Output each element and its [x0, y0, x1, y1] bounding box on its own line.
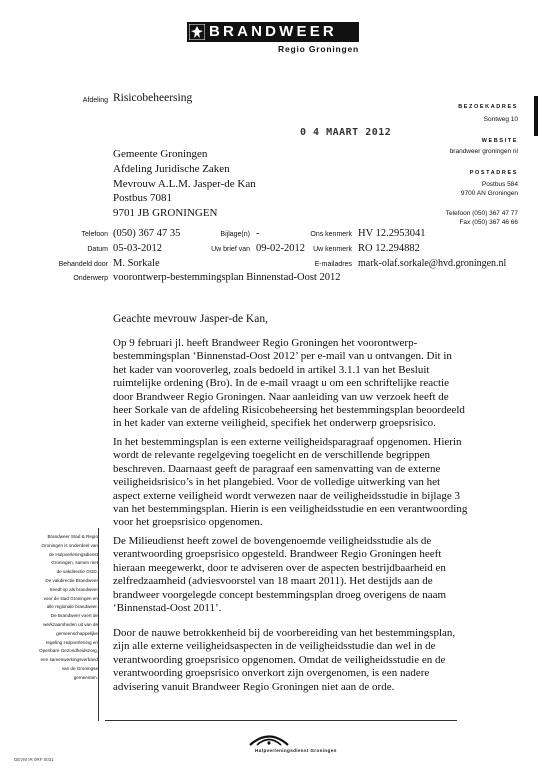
- postadres-caption: POSTADRES: [469, 170, 518, 176]
- hulpverleningsdienst-logo-icon: [248, 732, 290, 746]
- behandeld-label: Behandeld door: [58, 261, 108, 268]
- ons-kenmerk-label: Ons kenmerk: [310, 231, 352, 238]
- email-value: mark-olaf.sorkale@hvd.groningen.nl: [358, 258, 507, 269]
- datum-label: Datum: [87, 246, 108, 253]
- recipient-line: Postbus 7081: [113, 192, 172, 205]
- logo-subtitle: Regio Groningen: [278, 44, 359, 54]
- afdeling-value: Risicobeheersing: [113, 92, 193, 104]
- footer-divider: [105, 720, 457, 721]
- telefoon-value: (050) 367 47 35: [113, 228, 181, 239]
- email-label: E-mailadres: [314, 261, 352, 268]
- body-paragraph: Op 9 februari jl. heeft Brandweer Regio Groningen het voorontwerp- bestemmingsplan ‘Binnenstad-Oost 2012’ per e-mail van u ontvangen. Dit in het kader van vooroverleg, zoals bedoeld in artikel 3.1.1 van het Besluit ruimtelijke ordening (Bro). In de e-mail vraagt u om een schriftelijke reactie door Brandweer Regio Groningen. Naar aanleiding van uw verzoek heeft de heer Sorkale van de afdeling Risicobeheersing het bestemmingsplan beoordeeld in het kader van externe veiligheid, specifiek het onderwerp groepsrisico.: [113, 337, 465, 430]
- uw-brief-value: 09-02-2012: [256, 243, 305, 254]
- datum-value: 05-03-2012: [113, 243, 162, 254]
- fax-general: Fax (050) 367 46 66: [459, 219, 518, 226]
- onderwerp-value: voorontwerp-bestemmingsplan Binnenstad-Oost 2012: [113, 272, 341, 283]
- postadres-line: 9700 AN Groningen: [460, 190, 518, 197]
- onderwerp-label: Onderwerp: [73, 275, 108, 282]
- sender-contact-column: [410, 104, 518, 227]
- side-divider: [98, 528, 99, 721]
- telefoon-label: Telefoon: [81, 231, 108, 238]
- received-stamp: 0 4 MAART 2012: [300, 127, 392, 138]
- logo-wordmark: BRANDWEER: [209, 23, 337, 40]
- recipient-line: Gemeente Groningen: [113, 148, 208, 160]
- brandweer-logo: [187, 22, 359, 56]
- body-paragraph: De Milieudienst heeft zowel de bovengenoemde veiligheidsstudie als de verantwoording groepsrisico opgesteld. Brandweer Regio Groningen heeft hieraan meegewerkt, door te adviseren over de aspecten bestrijdbaarheid en zelfredzaamheid (adviesvoorstel van 18 maart 2011). Het destijds aan de brandweer voorgelegde concept bestemmingsplan droeg overigens de naam ‘Binnenstad-Oost 2011’.: [113, 535, 447, 615]
- bezoekadres-value: Sontweg 10: [483, 116, 518, 123]
- bezoekadres-caption: BEZOEKADRES: [458, 104, 518, 110]
- recipient-line: Afdeling Juridische Zaken: [113, 162, 230, 175]
- salutation: Geachte mevrouw Jasper-de Kan,: [113, 313, 268, 325]
- footer-code: DEVM IR 0RF 0031: [14, 757, 54, 762]
- recipient-address: [113, 147, 256, 221]
- website-caption: WEBSITE: [481, 138, 518, 144]
- website-value: brandweer groningen nl: [449, 148, 518, 155]
- body-paragraph: Door de nauwe betrokkenheid bij de voorbereiding van het bestemmingsplan, zijn alle externe veiligheidsaspecten in de veiligheidsstudie dan wel in de verantwoording groepsrisico opgenomen. Omdat de veiligheidsstudie en de verantwoording groepsrisico onverkort zijn overgenomen, is een nadere advisering vanuit Brandweer Regio Groningen niet aan de orde.: [113, 627, 456, 693]
- recipient-line: 9701 JB GRONINGEN: [113, 207, 218, 220]
- telefoon-general: Telefoon (050) 367 47 77: [445, 210, 518, 217]
- ons-kenmerk-value: HV 12.2953041: [358, 228, 426, 239]
- uw-kenmerk-value: RO 12.294882: [358, 243, 420, 254]
- margin-mark: [534, 96, 538, 136]
- recipient-line: Mevrouw A.L.M. Jasper-de Kan: [113, 177, 256, 190]
- uw-brief-label: Uw brief van: [211, 246, 250, 253]
- bijlagen-value: -: [256, 228, 260, 239]
- uw-kenmerk-label: Uw kenmerk: [313, 246, 352, 253]
- brandweer-emblem-icon: [189, 24, 205, 40]
- organization-note: Brandweer Stad & Regio Groningen is onderdeel van de Hulpverleningsdienst Groningen, samen met de vakdirectie GGD. De vakdirectie Brandweer treedt op als brandweer voor de stad Groningen en alle regionale brandweer. De Brandweer voert de werkzaamheden uit van de gemeenschappelijke regeling Hulpverlening en Openbare Gezondheidszorg, een samenwerkingsverband van de Groningse gemeenten.: [39, 534, 98, 680]
- afdeling-label: Afdeling: [82, 97, 108, 104]
- behandeld-value: M. Sorkale: [113, 258, 160, 269]
- body-paragraph: In het bestemmingsplan is een externe veiligheidsparagraaf opgenomen. Hierin wordt de relevante regelgeving toegelicht en de verschillende begrippen beschreven. Daarnaast geeft de paragraaf een samenvatting van de externe veiligheidsrisico’s in het plangebied. Voor de volledige uitwerking van het aspect externe veiligheid wordt verwezen naar de veiligheidsstudie in bijlage 3 van het bestemmingsplan. Hierin is een veiligheidsstudie en een verantwoording voor het groepsrisico opgenomen.: [113, 436, 468, 529]
- postadres-line: Postbus 584: [481, 181, 518, 188]
- footer-brand: Hulpverleningsdienst Groningen: [255, 748, 337, 753]
- bijlagen-label: Bijlage(n): [220, 231, 250, 238]
